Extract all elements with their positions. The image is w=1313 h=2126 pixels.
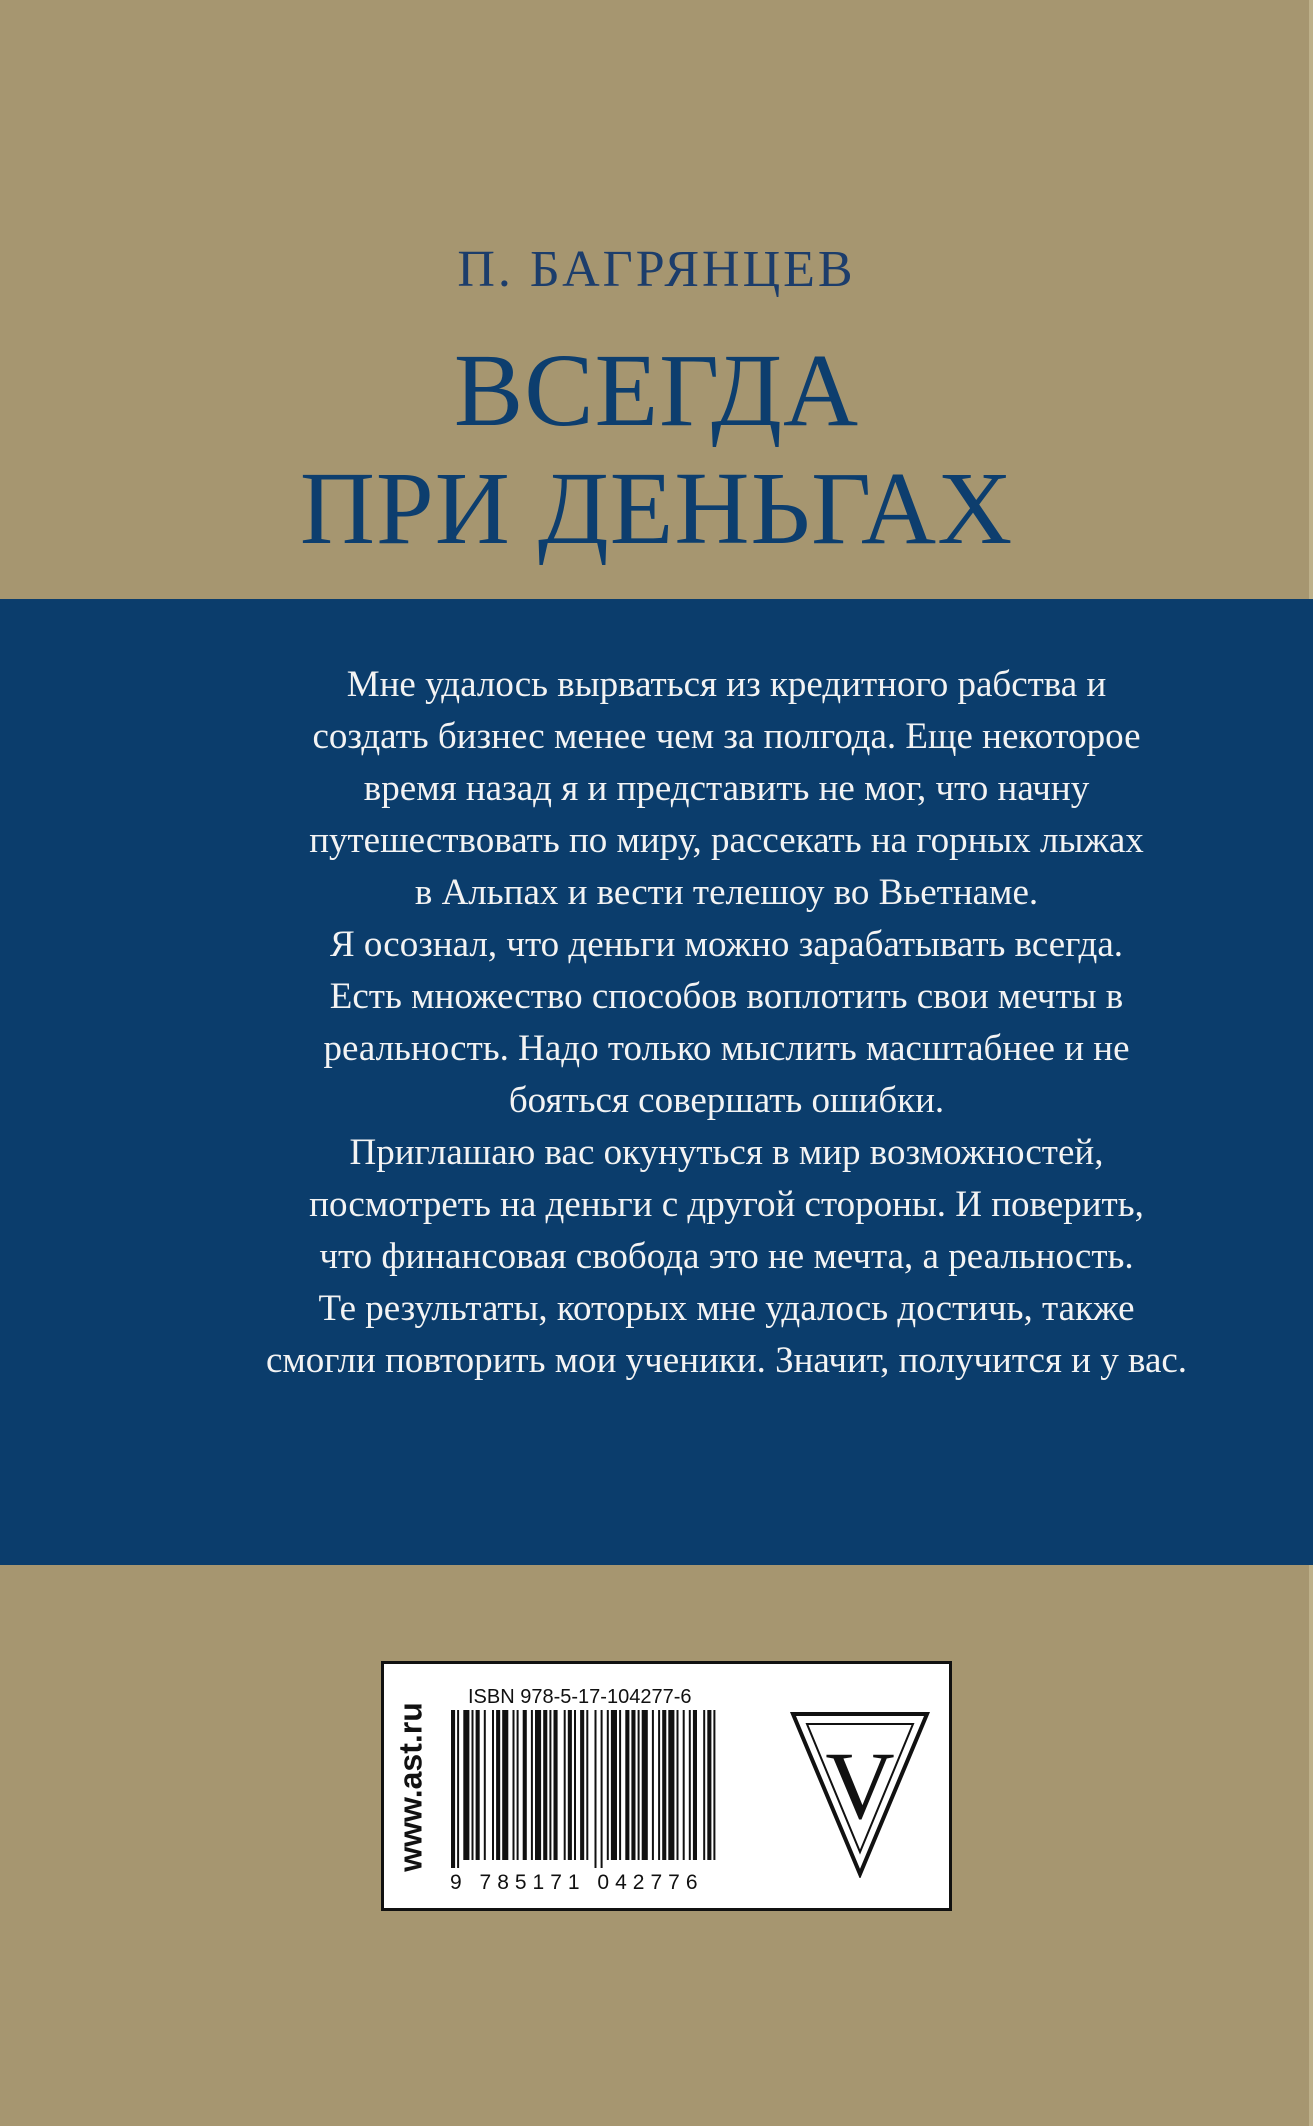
blurb-line: реальность. Надо только мыслить масштабнее и не: [323, 1028, 1130, 1069]
publisher-logo: [789, 1706, 931, 1878]
barcode-bar: [564, 1710, 566, 1860]
title-line: ПРИ ДЕНЬГАХ: [299, 451, 1014, 566]
barcode-bar: [472, 1710, 474, 1860]
barcode-bar: [652, 1710, 654, 1860]
barcode-bar: [689, 1710, 691, 1860]
barcode-bar: [574, 1710, 576, 1860]
barcode-bar: [554, 1710, 558, 1860]
blurb-line: что финансовая свобода это не мечта, а реальность.: [319, 1236, 1134, 1277]
ean-digits: 9 785171 042776: [450, 1871, 704, 1894]
blurb-line: посмотреть на деньги с другой стороны. И поверить,: [309, 1184, 1144, 1225]
blurb-line: Приглашаю вас окунуться в мир возможностей,: [349, 1132, 1104, 1173]
barcode-bar: [492, 1710, 494, 1860]
barcode-bar: [601, 1710, 603, 1868]
website-text: www.ast.ru: [392, 1702, 429, 1872]
barcode-bar: [658, 1710, 660, 1860]
title-line: ВСЕГДА: [453, 333, 860, 448]
barcode-bar: [568, 1710, 572, 1860]
isbn-number: ISBN 978-5-17-104277-6: [468, 1686, 692, 1708]
barcode-bar: [517, 1710, 519, 1860]
barcode-bar: [523, 1710, 527, 1860]
barcode-bar: [683, 1710, 685, 1860]
blurb-line: Мне удалось вырваться из кредитного рабства и: [346, 664, 1107, 705]
barcode-bar: [642, 1710, 648, 1860]
blurb-line: смогли повторить мои ученики. Значит, получится и у вас.: [265, 1340, 1188, 1381]
barcode-bar: [713, 1710, 715, 1860]
barcode-bar: [586, 1710, 588, 1860]
barcode-bar: [531, 1710, 533, 1860]
barcode-bar: [703, 1710, 705, 1860]
blurb-line: Те результаты, которых мне удалось достичь, также: [318, 1288, 1135, 1329]
barcode-bar: [535, 1710, 541, 1860]
barcode-bar: [451, 1710, 455, 1868]
book-title: [0, 332, 1313, 568]
barcode-bar: [457, 1710, 459, 1868]
barcode-bar: [662, 1710, 666, 1860]
barcode-bar: [611, 1710, 617, 1860]
barcode-bar: [543, 1710, 547, 1860]
barcode-bar: [463, 1710, 469, 1860]
barcode-bar: [677, 1710, 679, 1860]
blurb-line: путешествовать по миру, рассекать на горных лыжах: [309, 820, 1144, 861]
barcode-bar: [580, 1710, 584, 1860]
barcode-bar: [502, 1710, 508, 1860]
barcode-bar: [595, 1710, 597, 1868]
publisher-website: [392, 1676, 430, 1898]
barcode-bar: [484, 1710, 486, 1860]
barcode-bar: [513, 1710, 515, 1860]
barcode-bar: [549, 1710, 551, 1860]
blurb-line: бояться совершать ошибки.: [508, 1080, 945, 1121]
blurb-line: создать бизнес менее чем за полгода. Еще некоторое: [312, 716, 1141, 757]
barcode-bar: [496, 1710, 500, 1860]
logo-letter: V: [825, 1732, 895, 1839]
blurb-line: время назад я и представить не мог, что начну: [363, 768, 1090, 809]
barcode-bar: [607, 1710, 609, 1860]
barcode-bar: [693, 1710, 697, 1860]
blurb-line: Есть множество способов воплотить свои мечты в: [329, 976, 1124, 1017]
barcode-bar: [476, 1710, 480, 1860]
blurb-text: [120, 659, 1313, 1387]
barcode-bar: [625, 1710, 629, 1860]
author-name: П. БАГРЯНЦЕВ: [457, 241, 856, 298]
barcode-bar: [631, 1710, 635, 1860]
barcode-graphic: [447, 1710, 727, 1868]
barcode-bar: [668, 1710, 674, 1860]
barcode-bar: [638, 1710, 640, 1860]
blurb-line: Я осознал, что деньги можно зарабатывать всегда.: [329, 924, 1124, 965]
barcode-bar: [707, 1710, 711, 1860]
barcode-bar: [619, 1710, 621, 1860]
blurb-line: в Альпах и вести телешоу во Вьетнаме.: [414, 872, 1039, 913]
